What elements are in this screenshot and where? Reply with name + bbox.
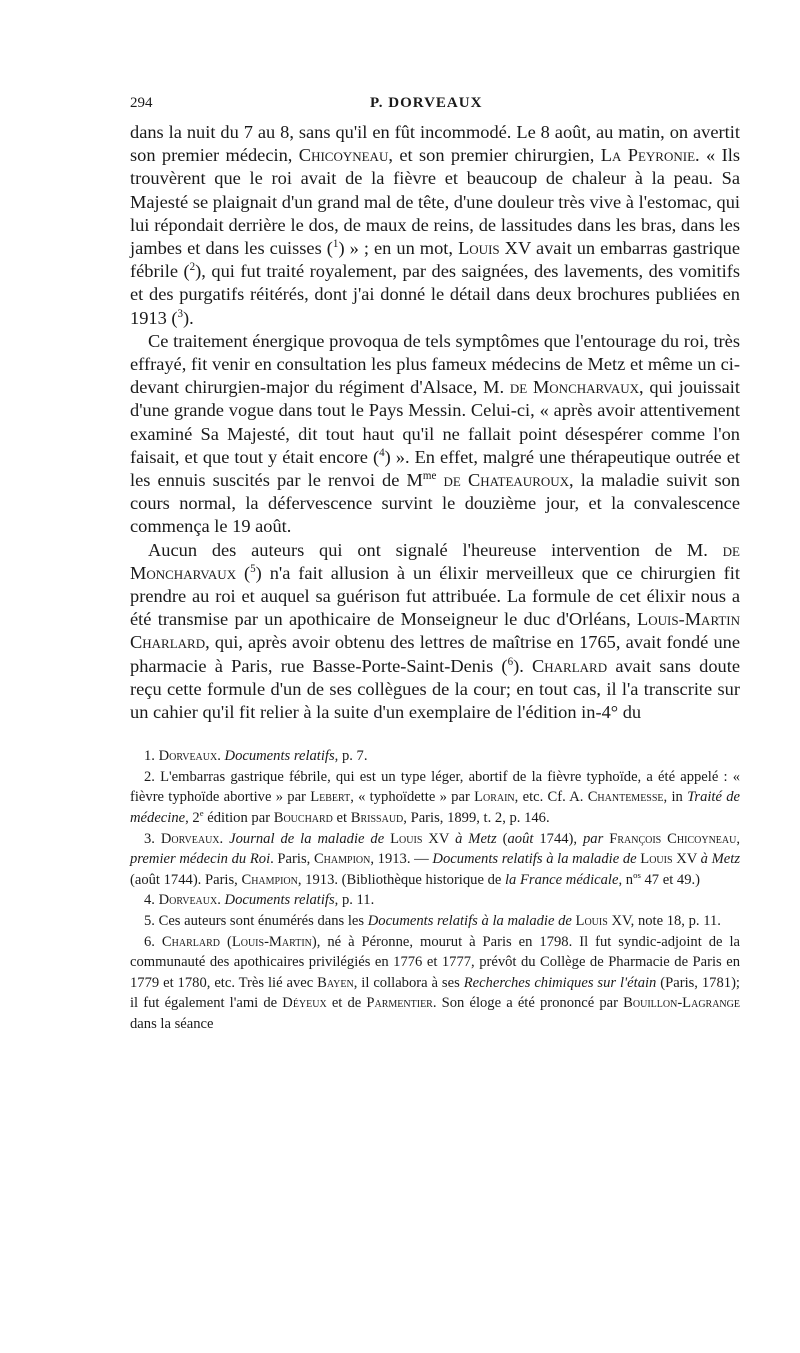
text-run: 4. — [144, 892, 159, 909]
proper-name: Lebert — [310, 789, 351, 806]
italic-text: août — [507, 830, 534, 847]
text-run: et — [332, 810, 351, 827]
text-run: ). — [183, 307, 194, 328]
text-run: avait sans doute reçu cette formule d'un de ses collègues de la cour; en tout cas, il l'a transcrite sur un cahier qu'il fit relier à la suite d'un exemplaire de l'édition in-4° du — [130, 655, 741, 723]
italic-text: à Metz — [455, 830, 497, 847]
text-run: , etc. Cf. A. — [514, 789, 588, 806]
text-run: , il collabora à ses — [353, 974, 464, 991]
proper-name: La Peyronie — [600, 145, 696, 166]
italic-text: la France médicale — [505, 871, 619, 888]
italic-text: Documents relatifs — [224, 892, 335, 909]
footnotes — [130, 746, 740, 1034]
italic-text: Documents relatifs à la maladie de — [432, 851, 637, 868]
text-run: ), qui fut traité royalement, par des saignées, des lavements, des vomitifs et des purgatifs réitérés, dont j'ai donné le détail dans deux brochures publiées en 1913 ( — [130, 261, 740, 328]
text-run: ), né à Péronne, mourut à Paris en 1798. Il fut syndic-adjoint de la communauté des apothicaires privilégiés en 1776 et 1777, prévôt du Collège de Pharmacie de Paris en 1779 et 1780, etc. Très lié avec — [130, 933, 740, 991]
proper-name: Louis-Martin Charlard — [130, 609, 740, 653]
text-run: Ce traitement énergique provoqua de tels symptômes que l'entourage du roi, très effrayé, fit venir en consultation les plus fameux médecins de Metz et même un ci-devant chirurgien-major du régiment d'Alsace, M. — [130, 330, 740, 398]
proper-name: Bouillon-Lagrange — [623, 995, 740, 1012]
proper-name: Champion — [241, 871, 298, 888]
text-run: , qui jouissait d'une grande vogue dans tout le Pays Messin. Celui-ci, « après avoir attentivement examiné Sa Majesté, dit tout haut qu'il ne fallait point désespérer comme l'on faisait, et que tout y était encore ( — [130, 377, 740, 467]
text-run: ). — [513, 655, 533, 676]
proper-name: Chantemesse — [587, 789, 664, 806]
footnote — [130, 890, 740, 911]
text-run: 5. Ces auteurs sont énumérés dans les — [144, 913, 368, 930]
reference-mark: os — [633, 869, 641, 880]
reference-mark: me — [422, 469, 437, 482]
text-run: (août 1744). Paris, — [130, 871, 242, 888]
text-run: , n — [618, 871, 634, 888]
text-run: XV — [672, 851, 701, 868]
italic-text: Traité de médecine — [130, 789, 741, 827]
proper-name: de Moncharvaux — [130, 539, 740, 583]
text-run: ( — [496, 830, 508, 847]
text-run: , p. 7. — [334, 748, 368, 765]
text-run: et de — [326, 995, 367, 1012]
italic-text: premier médecin du Roi — [130, 851, 271, 868]
proper-name: Louis — [640, 851, 673, 868]
reference-mark: 5 — [250, 562, 256, 575]
text-run: dans la séance — [130, 1016, 214, 1032]
text-run: . Paris, — [270, 851, 314, 868]
text-run: 1744), — [533, 830, 583, 847]
proper-name: de Chateauroux — [443, 470, 570, 491]
proper-name: Bouchard — [273, 810, 333, 827]
text-run: , in — [663, 789, 688, 806]
text-run: 1. — [144, 748, 159, 765]
reference-mark: 4 — [379, 446, 385, 459]
proper-name: Dorveaux — [158, 748, 218, 765]
book-page — [130, 95, 740, 1035]
text-run: ) » ; en un mot, — [338, 238, 459, 259]
reference-mark: 6 — [507, 655, 514, 668]
proper-name: Chicoyneau — [298, 145, 389, 166]
text-run: , 1913. (Bibliothèque historique de — [297, 871, 505, 888]
text-run: , 2 — [185, 810, 200, 827]
text-run: ) n'a fait allusion à un élixir merveilleux que ce chirurgien fit prendre au roi et auquel sa guérison fut attribuée. La formule de cet élixir nous a été transmise par un apothicaire de Monseigneur le duc d'Orléans, — [130, 562, 740, 630]
proper-name: Louis — [390, 830, 423, 847]
main-text — [130, 121, 740, 724]
italic-text: Documents relatifs — [224, 748, 335, 765]
italic-text: Recherches chimiques sur l'étain — [463, 974, 657, 991]
text-run: 3. — [144, 830, 161, 847]
italic-text: Documents relatifs à la maladie de — [367, 913, 572, 930]
text-run: , la maladie suivit son cours normal, la défervescence survint le douzième jour, et la convalescence commença le 19 août. — [130, 470, 740, 537]
proper-name: Brissaud — [350, 810, 404, 827]
footnote — [130, 767, 740, 829]
text-run: Aucun des auteurs qui ont signalé l'heureuse intervention de M. — [148, 539, 723, 560]
text-run: , — [736, 830, 740, 847]
footnote — [130, 911, 740, 932]
text-run: . « Ils trouvèrent que le roi avait de la fièvre et beaucoup de chaleur à la peau. Sa Majesté se plaignait d'un grand mal de tête, d'une douleur très vive à l'estomac, qui lui répondait derrière le dos, de maux de reins, de lassitudes dans les bras, dans les jambes et dans les cuisses ( — [130, 145, 740, 259]
text-run: , et son premier chirurgien, — [388, 145, 601, 166]
text-run: , qui, après avoir obtenu des lettres de maîtrise en 1765, avait fondé une pharmacie à Paris, rue Basse-Porte-Saint-Denis ( — [130, 632, 740, 676]
footnote — [130, 829, 740, 891]
text-run: . — [219, 830, 230, 847]
paragraph — [130, 330, 740, 539]
running-title: P. DORVEAUX — [370, 95, 483, 111]
reference-mark: 1 — [332, 237, 339, 250]
footnote — [130, 932, 740, 1035]
text-run: ( — [220, 933, 232, 950]
text-run: 6. — [144, 933, 162, 950]
text-run: , Paris, 1899, t. 2, p. 146. — [403, 810, 550, 827]
proper-name: Charlard — [161, 933, 220, 950]
proper-name: Louis — [575, 913, 608, 930]
italic-text: par — [583, 830, 604, 847]
proper-name: Dorveaux — [160, 830, 220, 847]
proper-name: Champion — [313, 851, 371, 868]
proper-name: François Chicoyneau — [609, 830, 737, 847]
text-run: 2. L'embarras gastrique fébrile, qui est un type léger, abortif de la fièvre typhoïde, a été appelé : « fièvre typhoïde abortive » par — [130, 768, 740, 806]
text-run: . — [217, 748, 225, 765]
page-number: 294 — [130, 95, 153, 111]
text-run — [436, 470, 443, 490]
text-run: . — [217, 892, 225, 909]
text-run: (Paris, 1781); il fut également l'ami de — [130, 974, 740, 1012]
italic-text: à Metz — [700, 851, 740, 868]
text-run: , « typhoïdette » par — [350, 789, 475, 806]
proper-name: Louis — [458, 238, 500, 259]
reference-mark: 2 — [189, 261, 196, 274]
proper-name: Bayen — [317, 974, 354, 991]
text-run: 47 et 49.) — [640, 871, 701, 888]
reference-mark: 3 — [177, 307, 184, 320]
text-run: édition par — [203, 810, 274, 827]
italic-text: Journal de la maladie de — [229, 830, 391, 847]
text-run: XV avait un embarras gastrique fébrile ( — [130, 238, 740, 282]
proper-name: Louis-Martin — [231, 933, 312, 950]
text-run: ) ». En effet, malgré une thérapeutique outrée et les ennuis suscités par le renvoi de M — [130, 446, 740, 491]
text-run: . Son éloge a été prononcé par — [432, 995, 624, 1012]
proper-name: Charlard — [532, 655, 608, 676]
page-header — [130, 95, 740, 121]
proper-name: Déyeux — [282, 995, 327, 1012]
proper-name: Parmentier — [366, 995, 433, 1012]
text-run: dans la nuit du 7 au 8, sans qu'il en fût incommodé. Le 8 août, au matin, on avertit son premier médecin, — [130, 122, 740, 166]
paragraph — [130, 539, 740, 725]
text-run: ( — [236, 562, 251, 583]
proper-name: Dorveaux — [158, 892, 218, 909]
paragraph — [130, 121, 740, 330]
text-run: , p. 11. — [334, 892, 375, 909]
text-run: XV — [422, 830, 456, 847]
text-run: XV, note 18, p. 11. — [607, 913, 721, 930]
footnote — [130, 746, 740, 767]
reference-mark: e — [199, 808, 204, 819]
text-run: , 1913. — — [370, 851, 433, 868]
proper-name: de Moncharvaux — [509, 377, 640, 398]
proper-name: Lorain — [474, 789, 515, 806]
